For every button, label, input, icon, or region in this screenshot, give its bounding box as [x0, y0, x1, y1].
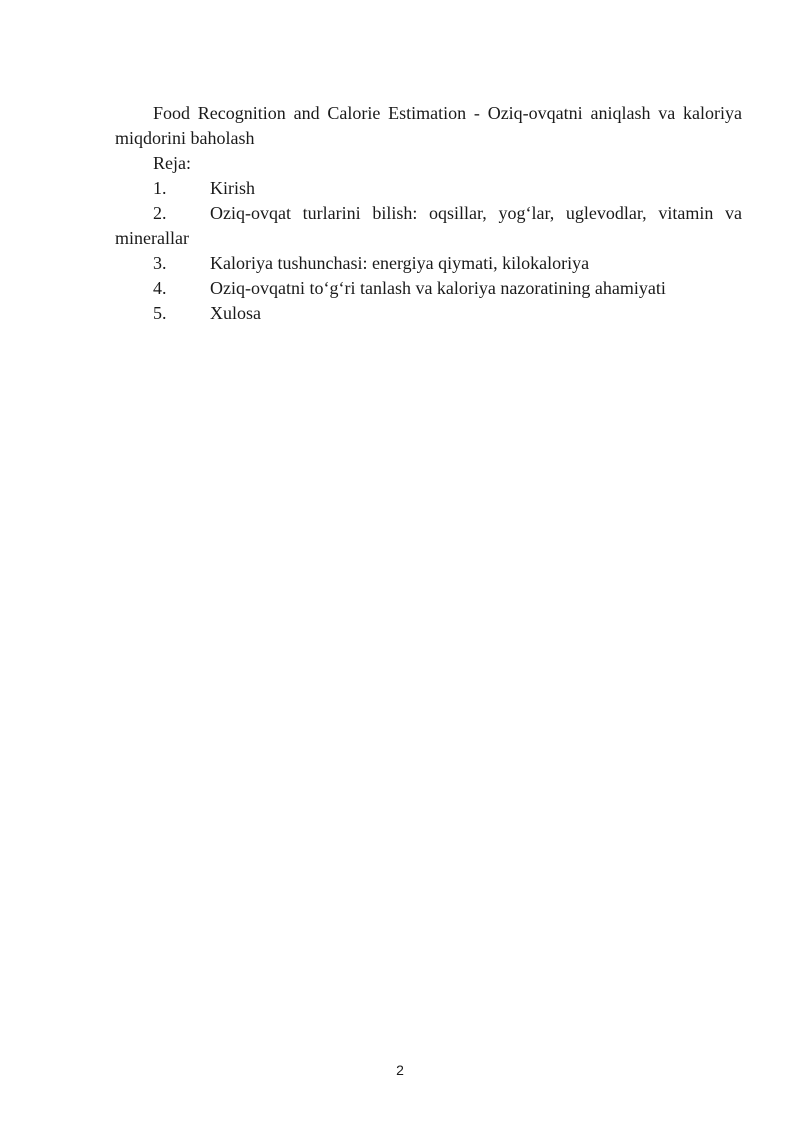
page-content: [115, 101, 742, 326]
plan-item-text: Oziq-ovqatni to‘g‘ri tanlash va kaloriya nazoratining ahamiyati: [210, 278, 666, 298]
plan-item-number: 5.: [153, 303, 167, 323]
plan-item-text: Kirish: [210, 178, 255, 198]
plan-item-number: 3.: [153, 253, 167, 273]
document-title-paragraph: Food Recognition and Calorie Estimation - Oziq-ovqatni aniqlash va kaloriya miqdorini baholash: [115, 103, 742, 148]
plan-item-number: 4.: [153, 278, 167, 298]
page-number: 2: [396, 1062, 404, 1078]
plan-item-text: Xulosa: [210, 303, 261, 323]
plan-item-number: 2.: [153, 203, 167, 223]
plan-heading: Reja:: [153, 153, 191, 173]
plan-item-1: [115, 176, 742, 201]
plan-item-number: 1.: [153, 178, 167, 198]
plan-list: [115, 176, 742, 326]
plan-item-5: [115, 301, 742, 326]
plan-item-text: Kaloriya tushunchasi: energiya qiymati, kilokaloriya: [210, 253, 590, 273]
plan-item-text: Oziq-ovqat turlarini bilish: oqsillar, yog‘lar, uglevodlar, vitamin va minerallar: [115, 203, 742, 248]
plan-item-3: [115, 251, 742, 276]
plan-item-2: [115, 201, 742, 251]
plan-item-4: [115, 276, 742, 301]
